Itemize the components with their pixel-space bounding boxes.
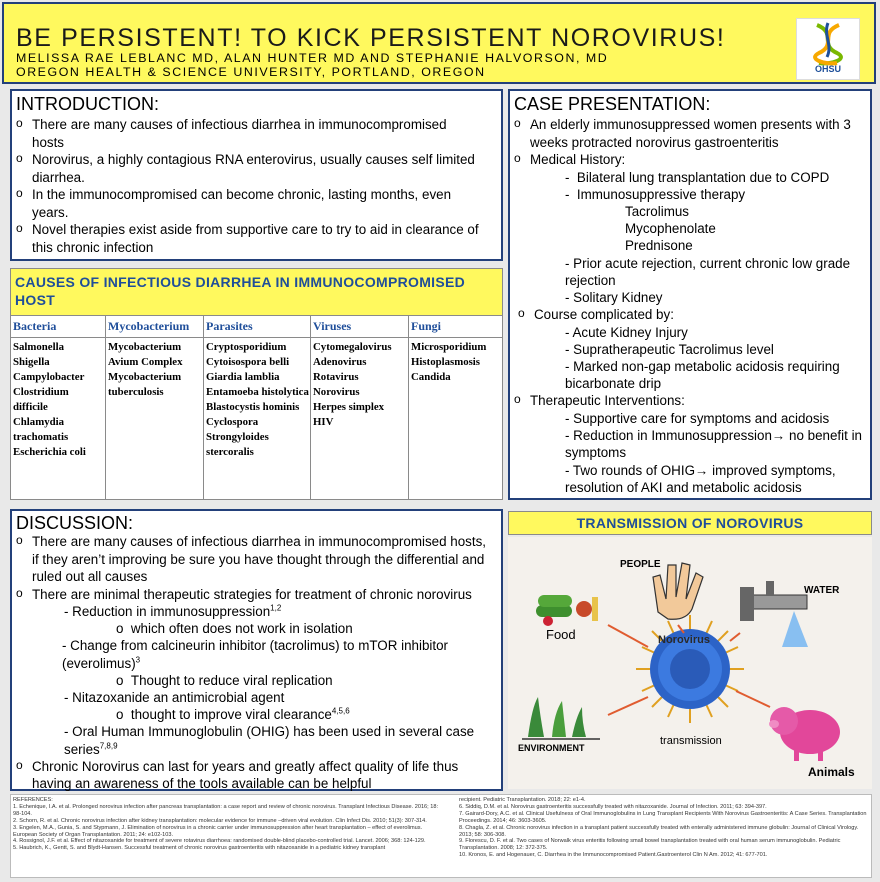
strategy-item <box>12 603 501 620</box>
helix-icon <box>797 19 859 67</box>
discussion-section <box>10 509 503 791</box>
cause-item: Cytomegalovirus <box>313 341 392 353</box>
drug-item: Prednisone <box>625 238 693 254</box>
strategy-sub-text: which often does not work in isolation <box>130 621 353 637</box>
cause-item: Cyclospora <box>206 416 259 428</box>
drug-item: Mycophenolate <box>625 221 716 237</box>
strategy-text: - Reduction in immunosuppression <box>64 604 271 619</box>
cause-item: Rotavirus <box>313 371 359 383</box>
therapy-label: o Therapeutic Interventions: <box>510 392 870 410</box>
strategy-sub-text: thought to improve viral clearance <box>130 707 332 723</box>
history-kidney: - Solitary Kidney <box>565 289 663 305</box>
label-water: WATER <box>804 585 840 596</box>
course-item: - Marked non-gap metabolic acidosis requiring bicarbonate drip <box>565 359 840 392</box>
intro-item: o There are many causes of infectious diarrhea in immunocompromised hosts <box>12 116 481 151</box>
cause-item: Chlamydia trachomatis <box>13 416 69 443</box>
reference-item: 6. Siddiq, D.M. et al. Norovirus gastroenteritis successfully treated with nitazoxanide. Journal of Infection. 2011; 63: 394-397. <box>459 803 767 810</box>
citation: 1,2 <box>270 603 282 613</box>
course-item: - Acute Kidney Injury <box>565 324 688 340</box>
cause-item: Giardia lamblia <box>206 371 280 383</box>
reference-item: 10. Kronos, E. and Hogenauer, C. Diarrhea in the Immunocompromised Patient.Gastroenterol Clin N Am. 2012; 41: 677-701. <box>459 852 768 859</box>
column-header: Viruses <box>311 316 408 338</box>
discussion-point: o Chronic Norovirus can last for years and greatly affect quality of life thus having an awareness of the tools available can be helpful <box>12 758 481 793</box>
citation: 3 <box>135 655 141 665</box>
introduction-section <box>10 89 503 261</box>
cause-item: Herpes simplex <box>313 401 385 413</box>
cause-item: Microsporidium <box>411 341 487 353</box>
column-viruses <box>311 316 409 499</box>
authors: MELISSA RAE LEBLANC MD, ALAN HUNTER MD AND STEPHANIE HALVORSON, MD <box>16 51 609 65</box>
hand-icon <box>653 563 703 619</box>
history-item: - Immunosuppressive therapy <box>565 186 746 202</box>
label-food: Food <box>546 627 576 642</box>
citation: 7,8,9 <box>99 741 118 751</box>
strategy-sub-text: Thought to reduce viral replication <box>130 672 333 688</box>
cause-item: Mycobacterium Avium Complex <box>108 341 183 368</box>
therapy-item: - Two rounds of OHIG→ improved symptoms, resolution of AKI and metabolic acidosis <box>565 462 836 495</box>
cause-item: HIV <box>313 416 334 428</box>
strategy-sub: o which often does not work in isolation <box>116 621 353 637</box>
reference-item: 8. Chagla, Z. et al. Chronic norovirus infection in a transplant patient successfully treated with enterally administered immune globulin: Journal of Clinical Virology. 2013; 58: 306-308. <box>459 824 859 838</box>
cause-item: Candida <box>411 371 451 383</box>
therapy-item: - Supportive care for symptoms and acidosis <box>565 410 830 426</box>
history-immuno: Immunosuppressive therapy <box>576 186 746 202</box>
label-animals: Animals <box>808 765 855 779</box>
cause-item: Blastocystis hominis <box>206 401 300 413</box>
case-heading: CASE PRESENTATION: <box>514 94 711 114</box>
reference-item: 2. Schorn, R. et al. Chronic norovirus infection after kidney transplantation: molecular evidence for immune –driven viral evolution. Clin Infect Dis. 2010; 51(3): 307-314. <box>13 817 427 824</box>
poster-header <box>2 2 876 84</box>
cause-item: Adenovirus <box>313 356 367 368</box>
intro-item: o Norovirus, a highly contagious RNA enterovirus, usually causes self limited diarrhea. <box>12 151 481 186</box>
causes-table <box>10 268 503 500</box>
strategy-sub: o thought to improve viral clearance$^{4,5,6}$ <box>116 706 350 723</box>
cause-item: Salmonella <box>13 341 64 353</box>
therapy-item: - Reduction in Immunosuppression→ no benefit in symptoms <box>565 428 862 461</box>
column-parasites <box>204 316 311 499</box>
cause-item: Strongyloides stercoralis <box>206 431 269 458</box>
case-intro: o An elderly immunosuppressed women presents with 3 weeks protracted norovirus gastroenteritis <box>510 116 862 151</box>
history-transplant: Bilateral lung transplantation due to COPD <box>576 169 830 185</box>
transmission-illustration <box>508 537 872 789</box>
cause-item: Clostridium difficile <box>13 386 69 413</box>
column-header: Mycobacterium <box>106 316 203 338</box>
norovirus-icon <box>636 615 744 723</box>
reference-item: recipient. Pediatric Transplantation. 2018; 22: e1-4. <box>459 797 586 803</box>
column-header: Bacteria <box>11 316 105 338</box>
drug-item: Tacrolimus <box>625 203 689 219</box>
reference-item: 9. Florescu, D. F. et al. Two cases of Norwalk virus enteritis following small bowel transplantation treated with oral human serum immunoglobulin. Pediatric Transplantation. 2008; 12: 372-375. <box>459 838 841 852</box>
cause-item: Cryptosporidium <box>206 341 287 353</box>
history-label: o Medical History: <box>510 151 862 169</box>
cause-item: Mycobacterium tuberculosis <box>108 371 182 398</box>
introduction-heading: INTRODUCTION: <box>16 94 159 114</box>
references-section <box>10 794 872 878</box>
cause-item: Campylobacter <box>13 371 85 383</box>
pig-icon <box>769 707 840 761</box>
strategy-item: - Nitazoxanide an antimicrobial agent <box>64 690 285 706</box>
cause-item: Norovirus <box>313 386 360 398</box>
reference-item: 5. Haubrich, K., Gentt, S. and Blydt-Hansen. Successful treatment of chronic norovirus gastroenteritis with nitazoxanide in a pediatric kidney transplant <box>13 845 386 852</box>
discussion-point: o There are many causes of infectious diarrhea in immunocompromised hosts, if they aren’t improving be sure you have thought through the differential and ruled out all causes <box>12 533 495 586</box>
cause-item: Escherichia coli <box>13 446 86 458</box>
reference-item: 4. Rossignol, J.F. et al. Effect of nitazoxanide for treatment of severe rotavirus diarrhoea: randomised double-blind placebo-controlled trial. Lancet. 2006; 368: 124-129. <box>13 838 426 845</box>
discussion-heading: DISCUSSION: <box>16 513 134 533</box>
faucet-icon <box>740 581 808 647</box>
causes-heading: CAUSES OF INFECTIOUS DIARRHEA IN IMMUNOCOMPROMISED HOST <box>11 269 502 316</box>
label-environment: ENVIRONMENT <box>518 743 585 753</box>
strategy-text: - Oral Human Immunoglobulin (OHIG) has been used in several case series <box>64 724 475 757</box>
institution: OREGON HEALTH & SCIENCE UNIVERSITY, PORTLAND, OREGON <box>16 65 486 79</box>
cause-item: Histoplasmosis <box>411 356 480 368</box>
food-icon <box>536 595 598 626</box>
reference-item: 1. Echenique, I.A. et al. Prolonged norovirus infection after pancreas transplantation: a case report and review of chronic norovirus. Transplant Infectious Disease. 2016; 18: 98-104. <box>13 803 439 817</box>
history-item: - Bilateral lung transplantation due to COPD <box>565 169 830 185</box>
strategy-item <box>10 637 501 671</box>
course-item: - Supratherapeutic Tacrolimus level <box>565 341 774 357</box>
column-header: Fungi <box>409 316 503 338</box>
environment-icon <box>522 697 600 739</box>
case-presentation-section <box>508 89 872 500</box>
column-mycobacterium <box>106 316 204 499</box>
label-people: PEOPLE <box>620 559 661 570</box>
column-fungi <box>409 316 503 499</box>
references-heading: REFERENCES: <box>13 797 53 803</box>
reference-item: 7. Gairard-Dory, A.C. et al. Clinical Usefulness of Oral Immunoglobulins in Lung Transplant Recipients With Norovirus Gastroenteritis: A Case Series. Transplantation Proceedings. 2014; 46: 3603-3605. <box>459 810 867 824</box>
column-header: Parasites <box>204 316 310 338</box>
cause-item: Cytoisospora belli <box>206 356 290 368</box>
column-bacteria <box>11 316 106 499</box>
reference-item: 3. Engelen, M.A., Gunia, S. and Stypmann, J. Elimination of norovirus in a chronic carrier under immunosuppression after heart transplantation – effect of everolimus. European Society of Organ Transplantation. 2011; 24: e102-103. <box>13 824 423 838</box>
strategy-sub: o Thought to reduce viral replication <box>116 672 333 688</box>
cause-item: Shigella <box>13 356 50 368</box>
intro-item: o In the immunocompromised can become chronic, lasting months, even years. <box>12 186 481 221</box>
intro-item: o Novel therapies exist aside from supportive care to try to aid in clearance of this chronic infection <box>12 221 481 256</box>
strategy-item <box>12 723 501 757</box>
history-rejection: - Prior acute rejection, current chronic low grade rejection <box>565 255 851 288</box>
label-norovirus: Norovirus <box>658 634 710 646</box>
transmission-heading: TRANSMISSION OF NOROVIRUS <box>508 511 872 535</box>
poster-title: BE PERSISTENT! TO KICK PERSISTENT NOROVIRUS! <box>16 24 726 52</box>
label-transmission: transmission <box>660 735 722 747</box>
discussion-point: o There are minimal therapeutic strategies for treatment of chronic norovirus <box>12 586 495 604</box>
strategy-text: - Change from calcineurin inhibitor (tacrolimus) to mTOR inhibitor (everolimus) <box>62 638 448 671</box>
logo-text: OHSU <box>814 64 841 74</box>
ohsu-logo <box>796 18 860 80</box>
citation: 4,5,6 <box>331 706 350 716</box>
course-label: o Course complicated by: <box>514 306 870 324</box>
cause-item: Entamoeba histolytica <box>206 386 309 398</box>
